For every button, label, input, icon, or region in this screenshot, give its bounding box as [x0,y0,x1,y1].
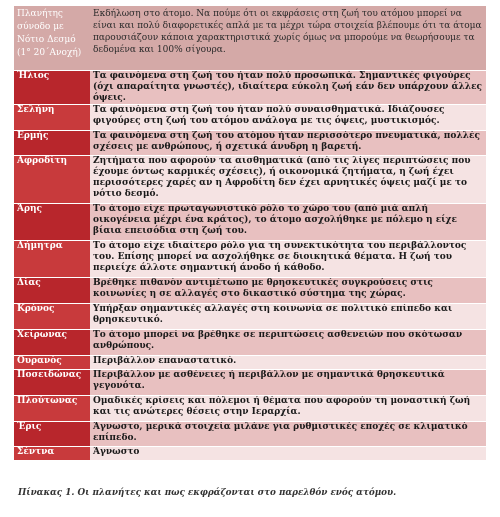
planet-description: Τα φαινόμενα στη ζωή του ήταν πολύ συναισθηματικά. Ιδιάζουσες φιγούρες στη ζωή του ατόμου ανάλογα με τις όψεις, μυστικισμός. [90,105,486,131]
planet-name: Άρης [14,204,90,241]
table-row [14,241,486,278]
planet-name: Ερμής [14,131,90,156]
planet-description: Ομαδικές κρίσεις και πόλεμοι ή θέματα που αφορούν τη μοναστική ζωή και τις ανώτερες θέσεις στην Ιεραρχία. [90,396,486,422]
planet-name: Δήμητρα [14,241,90,278]
table-row [14,422,486,447]
planet-description: Ζητήματα που αφορούν τα αισθηματικά (από τις λίγες περιπτώσεις που έχουμε όντως καρμικές σχέσεις), ή οικονομικά ζητήματα, η ζωή έχει περισσότερες χαρές αν η Αφροδίτη δεν έχει αρνητικές όψεις μαζί με το νότιο δεσμό. [90,156,486,204]
header-description-cell: Εκδήλωση στο άτομο. Να πούμε ότι οι εκφράσεις στη ζωή του ατόμου μπορεί να είναι και πολύ διαφορετικές απλά με τα μέχρι τώρα στοιχεία βλέπουμε ότι τα άτομα παρουσιάζουν κάποια χαρακτηριστικά χωρίς όμως να μπορούμε να θεωρήσουμε τα δεδομένα και 100% σίγουρα. [90,6,486,71]
planet-description: Βρέθηκε πιθανόν αντιμέτωπο με θρησκευτικές συγκρούσεις στις κοινωνίες η σε αλλαγές στο δικαστικό σύστημα της χώρας. [90,278,486,304]
planet-description: Το άτομο είχε ιδιαίτερο ρόλο για τη συνεκτικότητα του περιβάλλοντος του. Επίσης μπορεί να ασχολήθηκε σε διοικητικά θέματα. Η ζωή του περιείχε άλλοτε σημαντική άνοδο ή κάθοδο. [90,241,486,278]
planet-description: Τα φαινόμενα στη ζωή του ατόμου ήταν περισσότερο πνευματικά, πολλές σχέσεις με ανθρώπους, ή σχετικά άνυδρη η βαρετή. [90,131,486,156]
planet-name: Ποσειδώνας [14,370,90,396]
planet-description: Υπήρξαν σημαντικές αλλαγές στη κοινωνία σε πολιτικό επίπεδο και θρησκευτικό. [90,304,486,330]
table-row [14,396,486,422]
table-row [14,71,486,105]
planet-name: Σέντνα [14,447,90,460]
table-row [14,131,486,156]
planets-table [14,6,486,460]
planet-description: Τα φαινόμενα στη ζωή του ήταν πολύ προσωπικά. Σημαντικές φιγούρες (όχι απαραίτητα γνωστές), ιδιαίτερα εύκολη ζωή εάν δεν υπάρχουν άλλες όψεις. [90,71,486,105]
planet-description: Περιβάλλον επαναστατικό. [90,356,486,370]
planet-name: Χείρωνας [14,330,90,356]
planet-description: Άγνωστο, μερικά στοιχεία μιλάνε για ρυθμιστικές εποχές σε κλιματικό επίπεδο. [90,422,486,447]
planet-name: Έρις [14,422,90,447]
table-caption: Πίνακας 1. Οι πλανήτες και πως εκφράζονται στο παρελθόν ενός ατόμου. [18,488,397,498]
planet-name: Κρόνος [14,304,90,330]
planet-name: Πλούτωνας [14,396,90,422]
header-planet-cell: Πλανήτης σύνοδο με Νότιο Δεσμό (1° 20΄Ανοχή) [14,6,90,71]
table-row [14,356,486,370]
table-row [14,447,486,460]
table-row [14,204,486,241]
table-row [14,370,486,396]
planet-name: Αφροδίτη [14,156,90,204]
planet-name: Δίας [14,278,90,304]
table-row [14,330,486,356]
table-row [14,304,486,330]
planet-description: Άγνωστο [90,447,486,460]
planet-description: Το άτομο είχε πρωταγωνιστικό ρόλο το χώρο του (από μιά απλή οικογένεια μέχρι ένα κράτος), το άτομο ασχολήθηκε με πόλεμο η είχε βίαια επεισόδια στη ζωή του. [90,204,486,241]
table-row [14,156,486,204]
planet-description: Περιβάλλον με ασθένειες ή περιβάλλον με σημαντικά θρησκευτικά γεγονότα. [90,370,486,396]
planet-name: Ουρανός [14,356,90,370]
table-row [14,278,486,304]
planet-name: Ήλιος [14,71,90,105]
table-header-row [14,6,486,71]
planet-name: Σελήνη [14,105,90,131]
table-row [14,105,486,131]
planet-description: Το άτομο μπορεί να βρέθηκε σε περιπτώσεις ασθενειών που σκότωσαν ανθρώπους. [90,330,486,356]
